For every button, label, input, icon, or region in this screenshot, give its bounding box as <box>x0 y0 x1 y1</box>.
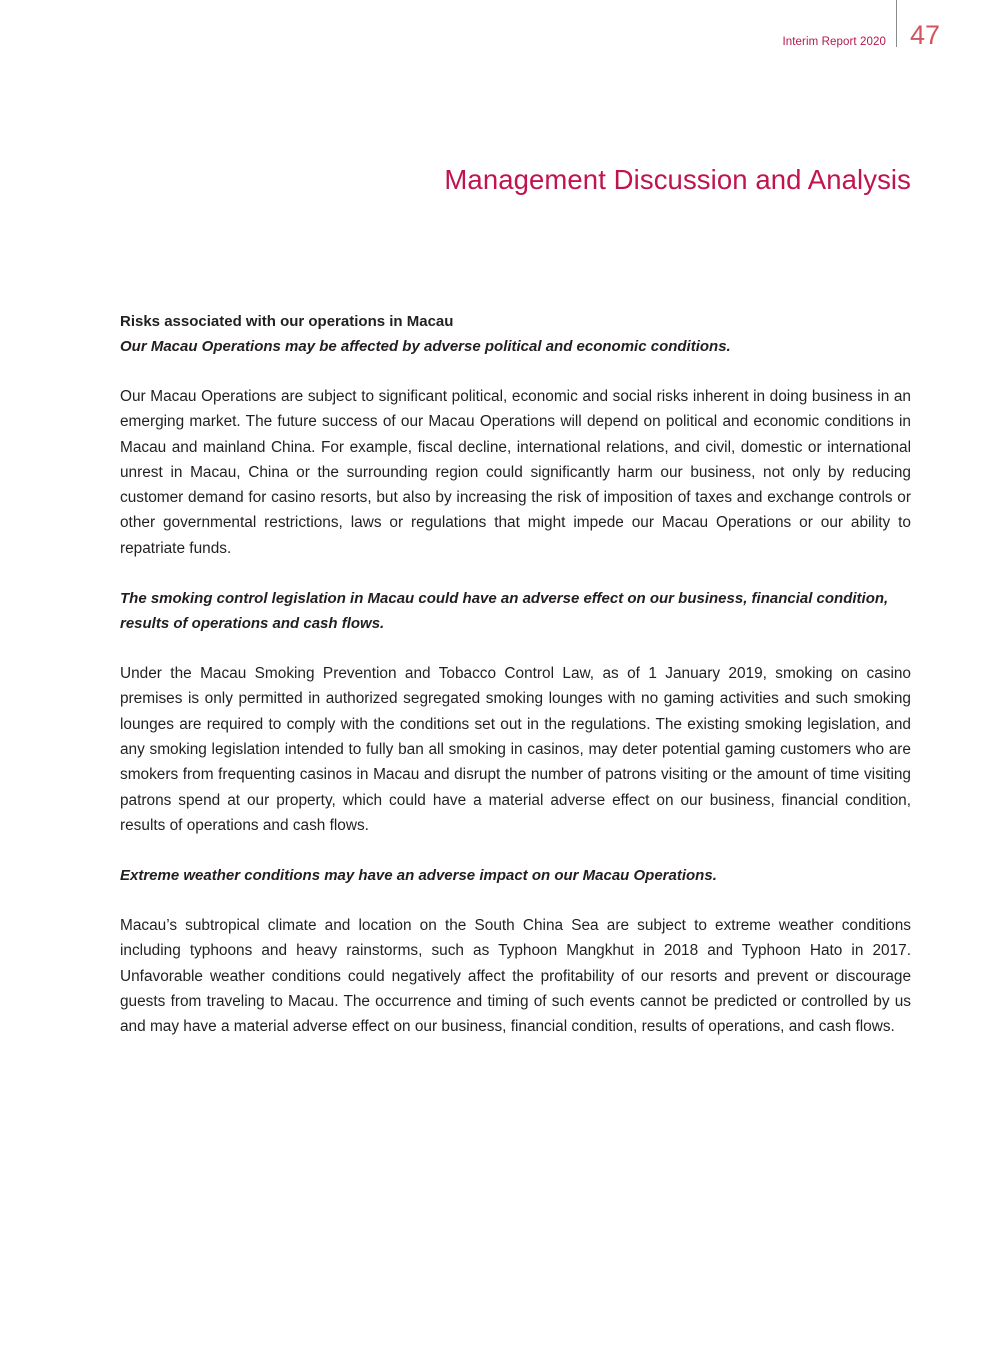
subsection-paragraph: Macau’s subtropical climate and location on the South China Sea are subject to extreme weather conditions including typhoons and heavy rainstorms, such as Typhoon Mangkhut in 2018 and Typhoon Hato in 2017. Unfavorable weather conditions could negatively affect the profitability of our resorts and prevent or discourage guests from traveling to Macau. The occurrence and timing of such events cannot be predicted or controlled by us and may have a material adverse effect on our business, financial condition, results of operations, and cash flows. <box>120 917 911 1036</box>
report-label: Interim Report 2020 <box>782 36 886 48</box>
risk-heading: Risks associated with our operations in Macau <box>120 313 454 330</box>
subsection-weather <box>120 863 911 1039</box>
subsection-heading: Extreme weather conditions may have an adverse impact on our Macau Operations. <box>120 867 717 885</box>
header-divider <box>896 0 897 47</box>
subsection-smoking <box>120 586 911 838</box>
subsection-paragraph: Under the Macau Smoking Prevention and Tobacco Control Law, as of 1 January 2019, smoking on casino premises is only permitted in authorized segregated smoking lounges with no gaming activities and such smoking lounges are required to comply with the conditions set out in the regulations. The existing smoking legislation, and any smoking legislation intended to fully ban all smoking in casinos, may deter potential gaming customers who are smokers from frequenting casinos in Macau and disrupt the number of patrons visiting or the amount of time visiting patrons spend at our property, which could have a material adverse effect on our business, financial condition, results of operations and cash flows. <box>120 665 911 834</box>
spacer <box>120 636 911 661</box>
subsection-heading: The smoking control legislation in Macau could have an adverse effect on our business, financial condition, results of operations and cash flows. <box>120 590 889 633</box>
subsection-heading: Our Macau Operations may be affected by adverse political and economic conditions. <box>120 338 731 355</box>
page-number: 47 <box>910 20 941 50</box>
section-title: Management Discussion and Analysis <box>444 164 911 195</box>
spacer <box>120 359 911 384</box>
spacer <box>120 838 911 863</box>
spacer <box>120 888 911 913</box>
subsection-political <box>120 334 911 561</box>
main-content <box>120 309 911 1040</box>
spacer <box>120 561 911 586</box>
subsection-paragraph: Our Macau Operations are subject to significant political, economic and social risks inherent in doing business in an emerging market. The future success of our Macau Operations will depend on political and economic conditions in Macau and mainland China. For example, fiscal decline, international relations, and civil, domestic or international unrest in Macau, China or the surrounding region could significantly harm our business, not only by reducing customer demand for casino resorts, but also by increasing the risk of imposition of taxes and exchange controls or other governmental restrictions, laws or regulations that might impede our Macau Operations or our ability to repatriate funds. <box>120 388 911 557</box>
